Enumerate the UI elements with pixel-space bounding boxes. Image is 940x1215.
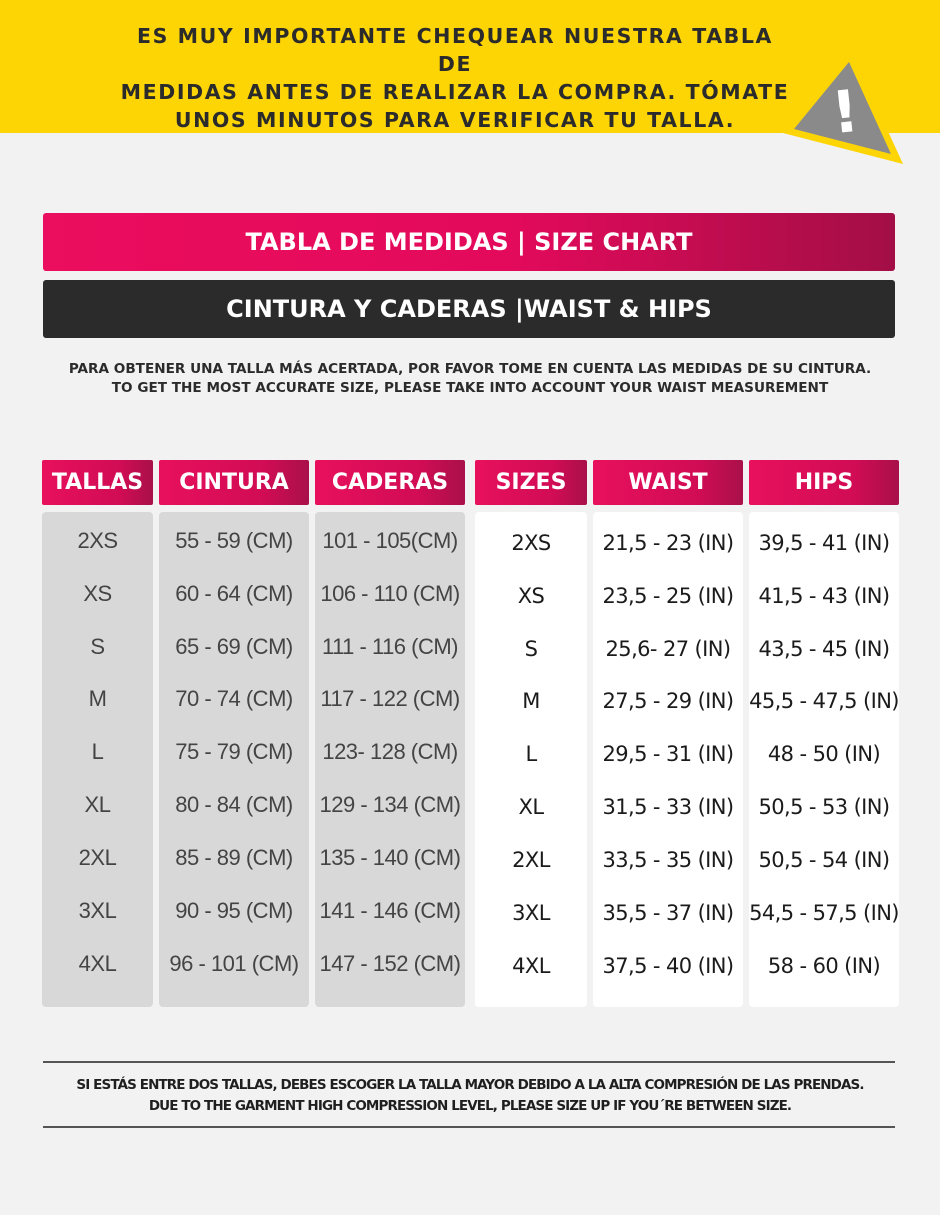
table-cell: 4XL	[78, 951, 117, 976]
table-cell: 111 - 116 (CM)	[321, 634, 459, 659]
table-cell: 80 - 84 (CM)	[175, 792, 293, 817]
table-cell: 48 - 50 (IN)	[767, 742, 881, 766]
instruction-english: TO GET THE MOST ACCURATE SIZE, PLEASE TAKE INTO ACCOUNT YOUR WAIST MEASUREMENT	[111, 380, 829, 396]
waist-hips-subtitle: CINTURA Y CADERAS |WAIST & HIPS	[43, 280, 895, 338]
table-header: CADERAS	[315, 460, 465, 505]
table-cell: 101 - 105(CM)	[322, 528, 458, 553]
table-cell: 117 - 122 (CM)	[320, 686, 460, 711]
table-cell: 85 - 89 (CM)	[175, 845, 293, 870]
table-cell: XS	[517, 584, 545, 608]
footer-english: DUE TO THE GARMENT HIGH COMPRESSION LEVEL, PLEASE SIZE UP IF YOU´RE BETWEEN SIZE.	[148, 1098, 792, 1114]
table-cell: 50,5 - 53 (IN)	[758, 795, 890, 819]
exclamation-mark: !	[828, 76, 862, 148]
col-caderas	[315, 460, 465, 976]
table-header: HIPS	[749, 460, 899, 505]
table-cell: 27,5 - 29 (IN)	[602, 689, 734, 713]
table-cell: 50,5 - 54 (IN)	[758, 848, 890, 872]
col-waist	[593, 460, 743, 978]
warning-line-1: ES MUY IMPORTANTE CHEQUEAR NUESTRA TABLA DE	[136, 24, 774, 76]
table-cell: 90 - 95 (CM)	[175, 898, 293, 923]
footer-spanish: SI ESTÁS ENTRE DOS TALLAS, DEBES ESCOGER LA TALLA MAYOR DEBIDO A LA ALTA COMPRESIÓN DE LAS PRENDAS.	[76, 1077, 864, 1093]
col-cintura	[159, 460, 309, 976]
table-cell: XS	[83, 581, 112, 606]
table-cell: XL	[518, 795, 544, 819]
table-cell: M	[522, 689, 540, 713]
table-cell: S	[524, 637, 538, 661]
table-cell: S	[90, 634, 105, 659]
table-cell: 58 - 60 (IN)	[767, 954, 881, 978]
warning-line-3: UNOS MINUTOS PARA VERIFICAR TU TALLA.	[174, 108, 736, 132]
table-cell: L	[91, 739, 104, 764]
col-sizes	[475, 460, 587, 978]
table-cell: 4XL	[512, 954, 550, 978]
table-cell: 2XS	[511, 531, 551, 555]
table-cell: 96 - 101 (CM)	[169, 951, 299, 976]
table-cell: 106 - 110 (CM)	[320, 581, 460, 606]
table-cell: 3XL	[512, 901, 550, 925]
table-cell: 60 - 64 (CM)	[175, 581, 293, 606]
table-cell: 75 - 79 (CM)	[175, 739, 293, 764]
table-cell: 2XL	[512, 848, 550, 872]
table-cell: 33,5 - 35 (IN)	[602, 848, 734, 872]
col-tallas	[42, 460, 153, 976]
table-cell: 2XS	[77, 528, 118, 553]
table-cell: 29,5 - 31 (IN)	[602, 742, 734, 766]
instruction-spanish: PARA OBTENER UNA TALLA MÁS ACERTADA, POR FAVOR TOME EN CUENTA LAS MEDIDAS DE SU CINTURA.	[68, 361, 872, 377]
table-cell: XL	[84, 792, 111, 817]
col-hips	[749, 460, 899, 978]
warning-text	[120, 22, 790, 134]
size-chart-title: TABLA DE MEDIDAS | SIZE CHART	[43, 213, 895, 271]
warning-triangle-icon	[772, 40, 912, 170]
table-cell: 129 - 134 (CM)	[319, 792, 461, 817]
table-cell: 70 - 74 (CM)	[175, 686, 293, 711]
table-cell: 21,5 - 23 (IN)	[602, 531, 734, 555]
table-cell: 147 - 152 (CM)	[319, 951, 461, 976]
table-cell: 25,6- 27 (IN)	[605, 637, 731, 661]
table-cell: 35,5 - 37 (IN)	[602, 901, 734, 925]
table-cell: 3XL	[78, 898, 117, 923]
divider-bottom	[43, 1126, 895, 1128]
table-cell: 39,5 - 41 (IN)	[758, 531, 890, 555]
table-cell: 23,5 - 25 (IN)	[602, 584, 734, 608]
table-cell: 45,5 - 47,5 (IN)	[749, 689, 899, 713]
table-header: TALLAS	[42, 460, 153, 505]
table-header: CINTURA	[159, 460, 309, 505]
table-cell: L	[525, 742, 537, 766]
table-header: SIZES	[475, 460, 587, 505]
table-cell: 41,5 - 43 (IN)	[758, 584, 890, 608]
table-cell: 135 - 140 (CM)	[319, 845, 461, 870]
table-cell: 54,5 - 57,5 (IN)	[749, 901, 899, 925]
table-cell: 65 - 69 (CM)	[175, 634, 293, 659]
divider-top	[43, 1061, 895, 1063]
table-cell: 2XL	[78, 845, 117, 870]
table-cell: 43,5 - 45 (IN)	[758, 637, 890, 661]
table-cell: 123- 128 (CM)	[322, 739, 458, 764]
table-header: WAIST	[593, 460, 743, 505]
table-cell: 31,5 - 33 (IN)	[602, 795, 734, 819]
table-cell: 55 - 59 (CM)	[175, 528, 293, 553]
table-cell: 37,5 - 40 (IN)	[602, 954, 734, 978]
table-cell: M	[88, 686, 107, 711]
warning-line-2: MEDIDAS ANTES DE REALIZAR LA COMPRA. TÓMATE	[120, 80, 790, 104]
table-cell: 141 - 146 (CM)	[319, 898, 461, 923]
